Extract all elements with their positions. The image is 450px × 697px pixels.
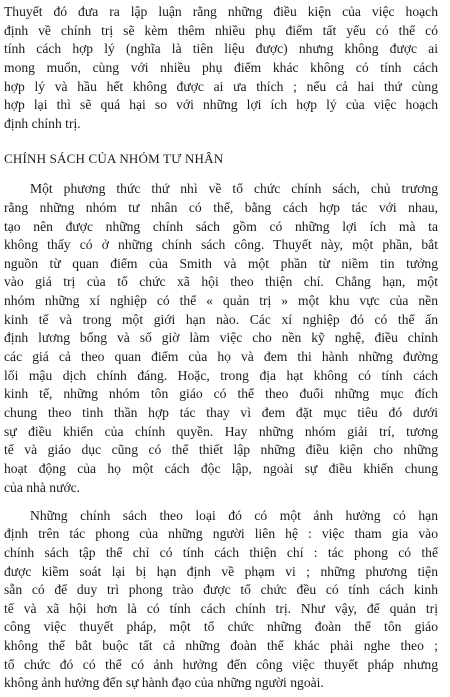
text-line: định trên tác phong của những người liên hệ : việc tham gia vào xyxy=(4,526,438,542)
text-line: hợp lý và hầu hết không được ai ưa thích ; nếu cả hai thứ cùng xyxy=(4,78,438,94)
text-line: rằng những nhóm tư nhân có thể, bằng cách hợp tác với nhau, xyxy=(4,199,438,215)
text-line: lối mậu dịch chính đáng. Hoặc, trong địa hạt không có tính cách xyxy=(4,367,438,383)
text-line: kinh tế, những nhóm tôn giáo có thể theo đuổi những mục đích xyxy=(4,386,438,402)
text-line: không thấy có ở những chính sách công. Thuyết này, một phần, bắt xyxy=(4,237,438,253)
text-line: mong muốn, cùng với nhiều phụ điểm khác không có tính cách xyxy=(4,59,438,75)
text-line: Thuyết đó đưa ra lập luận rằng những điều kiện của việc hoạch xyxy=(4,4,438,19)
text-line: tế và xã hội hơn là có tính cách chính trị. Như vậy, để quản trị xyxy=(4,600,438,616)
text-line: tế và giáo dục cũng có thể thiết lập những điều kiện cho những xyxy=(4,442,438,458)
text-line: tạo nên được những chính sách gồm có những lợi ích mà ta xyxy=(4,218,438,234)
text-line: sự điều khiển của chính quyền. Hay những nhóm giải trí, tương xyxy=(4,423,438,439)
text-line: Một phương thức thứ nhì về tổ chức chính sách, chủ trương xyxy=(30,181,438,197)
text-line: của nhà nước. xyxy=(4,479,81,495)
text-line: định chính trị. xyxy=(4,115,81,131)
text-line: định về chính trị sẽ kèm thêm nhiều phụ điểm tất yếu có thể có xyxy=(4,22,438,38)
text-line: sẵn có để duy trì phong trào được tổ chức đều có tính cách kinh xyxy=(4,582,438,598)
text-line: các giá cả theo quan điểm của họ và đem thi hành những đường xyxy=(4,349,438,364)
text-line: nhóm những xí nghiệp có thể « quản trị » một khu vực của nền xyxy=(4,293,438,309)
text-line: Những chính sách theo loại đó có một ảnh hưởng có hạn xyxy=(30,507,438,523)
text-line: không ảnh hưởng đến sự hành đạo của những người ngoài. xyxy=(4,675,324,691)
text-line: chính sách tập thể chỉ có tính cách thiện chí : tác phong có thể xyxy=(4,544,438,560)
text-line: tính cách hợp lý (nghĩa là tiên liệu được) nhưng không được ai xyxy=(4,41,438,57)
text-line: vào giá trị của tổ chức xã hội theo thiện chí. Chẳng hạn, một xyxy=(4,274,438,290)
text-line: kinh tế và trong một giới hạn nào. Các xí nghiệp đó có thể ấn xyxy=(4,311,438,327)
text-line: công việc thuyết pháp, một tổ chức những đoàn thể tôn giáo xyxy=(4,619,438,635)
text-line: nguồn từ quan điểm của Smith và một phần từ niềm tin tưởng xyxy=(4,255,438,271)
text-line: chung theo tinh thần hợp tác thay vì đem đặt mục tiêu đó dưới xyxy=(4,404,438,420)
text-line: hoạt động của họ một cách độc lập, ngoài sự điều khiển chung xyxy=(4,460,438,476)
text-line: không thể bắt buộc tất cả những đoàn thể khác phải nghe theo ; xyxy=(4,638,438,654)
text-line: định lương bổng và số giờ làm việc cho nền kỹ nghệ, điều chỉnh xyxy=(4,330,438,346)
text-line: tổ chức đó có thể có ảnh hưởng đến công việc thuyết pháp nhưng xyxy=(4,656,438,672)
section-heading: CHÍNH SÁCH CỦA NHÓM TƯ NHÂN xyxy=(4,151,224,167)
text-line: hợp lại thì sẽ quá hại so với những lợi ích hợp lý của việc hoạch xyxy=(4,97,438,113)
text-line: được kiềm soát lại bị hạn định về phạm vi ; những phương tiện xyxy=(4,563,438,579)
